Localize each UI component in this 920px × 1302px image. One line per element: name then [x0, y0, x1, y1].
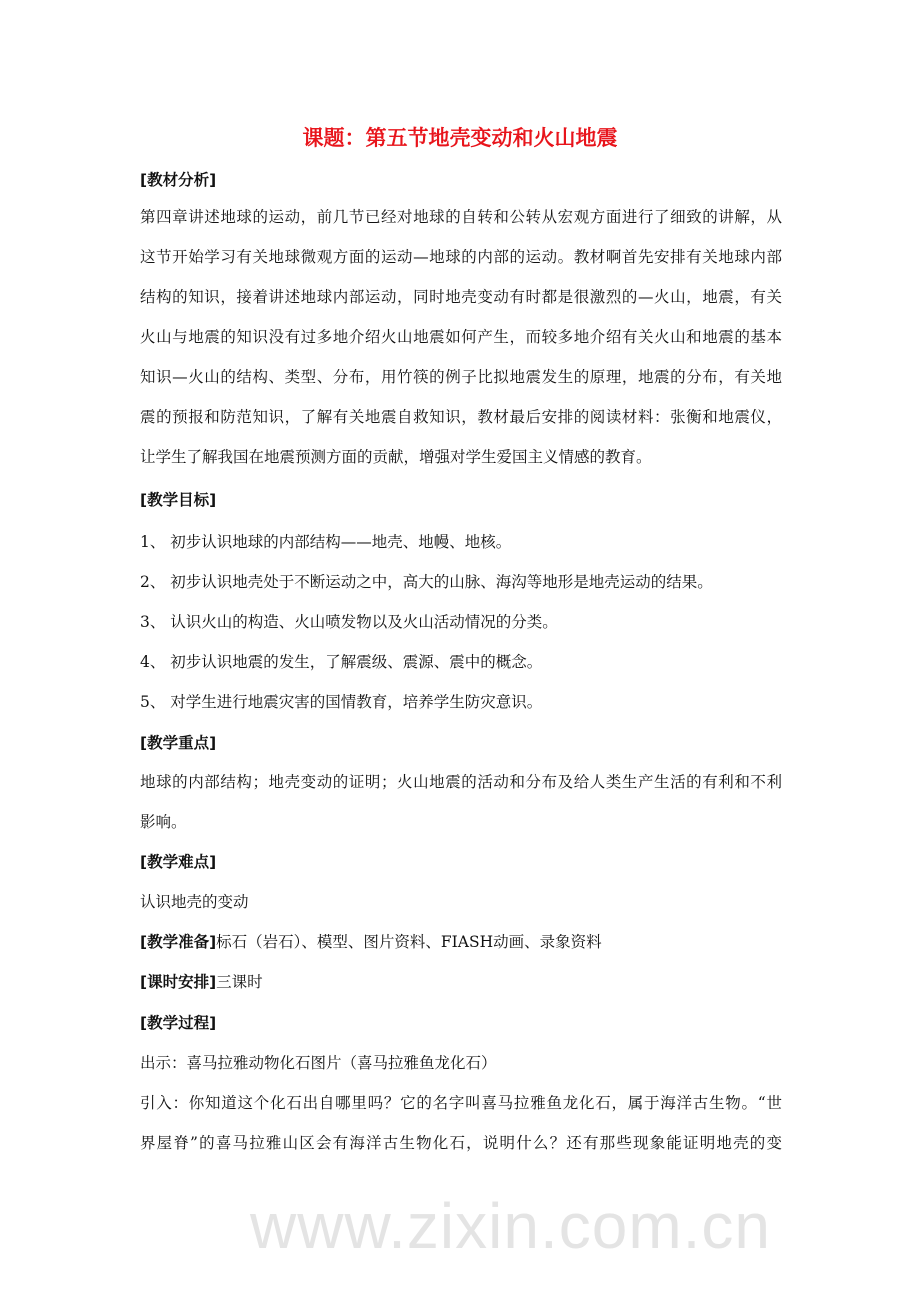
- analysis-line: 火山与地震的知识没有过多地介绍火山地震如何产生，而较多地介绍有关火山和地震的基本: [140, 328, 782, 346]
- difficulties-text: 认识地壳的变动: [140, 893, 249, 911]
- analysis-line: 结构的知识，接着讲述地球内部运动，同时地壳变动有时都是很激烈的—火山，地震，有关: [140, 288, 782, 306]
- key-points-line: 影响。: [140, 813, 187, 831]
- analysis-line: 让学生了解我国在地震预测方面的贡献，增强对学生爱国主义情感的教育。: [140, 448, 652, 466]
- watermark: www.zixin.com.cn: [250, 1190, 771, 1262]
- analysis-line: 第四章讲述地球的运动，前几节已经对地球的自转和公转从宏观方面进行了细致的讲解，从: [140, 208, 782, 226]
- objective-item: 1、 初步认识地球的内部结构——地壳、地幔、地核。: [140, 533, 512, 551]
- analysis-heading: [教材分析]: [140, 171, 217, 189]
- analysis-line: 知识—火山的结构、类型、分布，用竹筷的例子比拟地震发生的原理，地震的分布，有关地: [140, 368, 782, 386]
- page-title: 课题：第五节地壳变动和火山地震: [302, 126, 618, 150]
- difficulties-heading: [教学难点]: [140, 853, 217, 871]
- preparation-row: [140, 932, 782, 952]
- process-heading: [教学过程]: [140, 1014, 217, 1032]
- key-points-line: 地球的内部结构；地壳变动的证明；火山地震的活动和分布及给人类生产生活的有利和不利: [140, 773, 782, 791]
- preparation-text: 标石（岩石）、模型、图片资料、FIASH动画、录象资料: [216, 933, 602, 951]
- key-points-heading: [教学重点]: [140, 734, 217, 752]
- schedule-text: 三课时: [216, 973, 263, 991]
- analysis-line: 震的预报和防范知识，了解有关地震自救知识，教材最后安排的阅读材料：张衡和地震仪，: [140, 408, 782, 426]
- objective-item: 4、 初步认识地震的发生，了解震级、震源、震中的概念。: [140, 653, 543, 671]
- process-line: 界屋脊”的喜马拉雅山区会有海洋古生物化石，说明什么？还有那些现象能证明地壳的变: [140, 1134, 782, 1152]
- schedule-row: [140, 972, 782, 992]
- process-line: 引入：你知道这个化石出自哪里吗？它的名字叫喜马拉雅鱼龙化石，属于海洋古生物。“世: [140, 1094, 782, 1112]
- analysis-line: 这节开始学习有关地球微观方面的运动—地球的内部的运动。教材啊首先安排有关地球内部: [140, 248, 782, 266]
- objectives-heading: [教学目标]: [140, 491, 217, 509]
- preparation-heading: [教学准备]: [140, 933, 217, 951]
- objective-item: 3、 认识火山的构造、火山喷发物以及火山活动情况的分类。: [140, 613, 558, 631]
- process-line: 出示：喜马拉雅动物化石图片（喜马拉雅鱼龙化石）: [140, 1054, 497, 1072]
- objective-item: 2、 初步认识地壳处于不断运动之中，高大的山脉、海沟等地形是地壳运动的结果。: [140, 573, 713, 591]
- schedule-heading: [课时安排]: [140, 973, 217, 991]
- objective-item: 5、 对学生进行地震灾害的国情教育，培养学生防灾意识。: [140, 693, 543, 711]
